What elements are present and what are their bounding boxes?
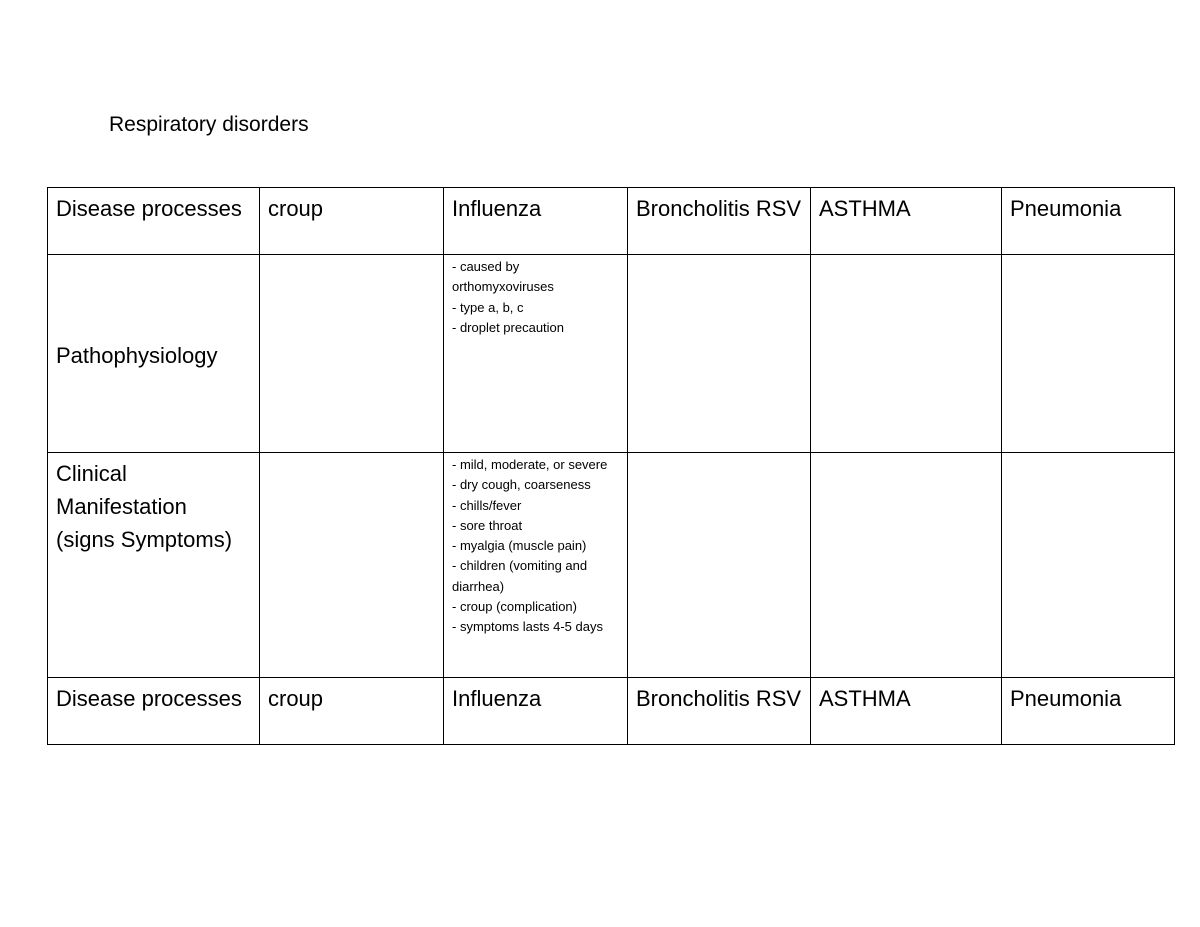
list-item: - dry cough, coarseness (452, 477, 591, 493)
header-cell-pneumonia: Pneumonia (1002, 188, 1175, 255)
clinical-broncholitis-cell (628, 453, 811, 678)
document-title: Respiratory disorders (109, 113, 309, 136)
list-item: - type a, b, c (452, 299, 524, 315)
pathophysiology-asthma-cell (811, 255, 1002, 453)
clinical-croup-cell (260, 453, 444, 678)
clinical-pneumonia-cell (1002, 453, 1175, 678)
pathophysiology-influenza-cell (444, 255, 628, 453)
pathophysiology-pneumonia-cell (1002, 255, 1175, 453)
list-item: - droplet precaution (452, 319, 565, 335)
footer-cell-pneumonia: Pneumonia (1002, 678, 1175, 745)
list-item: - chills/fever (452, 497, 522, 513)
list-item: - croup (complication) (452, 599, 577, 615)
footer-cell-disease-processes: Disease processes (48, 678, 260, 745)
clinical-asthma-cell (811, 453, 1002, 678)
header-cell-asthma: ASTHMA (811, 188, 1002, 255)
footer-cell-croup: croup (260, 678, 444, 745)
list-item: - caused by orthomyxoviruses (452, 259, 554, 295)
footer-row (48, 678, 1175, 745)
list-item: - children (vomiting and diarrhea) (452, 558, 588, 594)
clinical-influenza-cell (444, 453, 628, 678)
footer-cell-influenza: Influenza (444, 678, 628, 745)
respiratory-disorders-table (47, 187, 1175, 745)
list-item: - mild, moderate, or severe (452, 457, 608, 472)
footer-cell-asthma: ASTHMA (811, 678, 1002, 745)
footer-cell-broncholitis-rsv: Broncholitis RSV (628, 678, 811, 745)
header-cell-disease-processes: Disease processes (48, 188, 260, 255)
header-row (48, 188, 1175, 255)
list-item: - symptoms lasts 4-5 days (452, 619, 603, 635)
header-cell-influenza: Influenza (444, 188, 628, 255)
list-item: - myalgia (muscle pain) (452, 538, 587, 554)
header-cell-broncholitis-rsv: Broncholitis RSV (628, 188, 811, 255)
row-label-clinical-manifestation: Clinical Manifestation (signs Symptoms) (48, 453, 260, 678)
pathophysiology-croup-cell (260, 255, 444, 453)
list-item: - sore throat (452, 517, 523, 533)
header-cell-croup: croup (260, 188, 444, 255)
pathophysiology-row (48, 255, 1175, 453)
clinical-manifestation-row (48, 453, 1175, 678)
row-label-pathophysiology: Pathophysiology (48, 255, 260, 453)
pathophysiology-broncholitis-cell (628, 255, 811, 453)
